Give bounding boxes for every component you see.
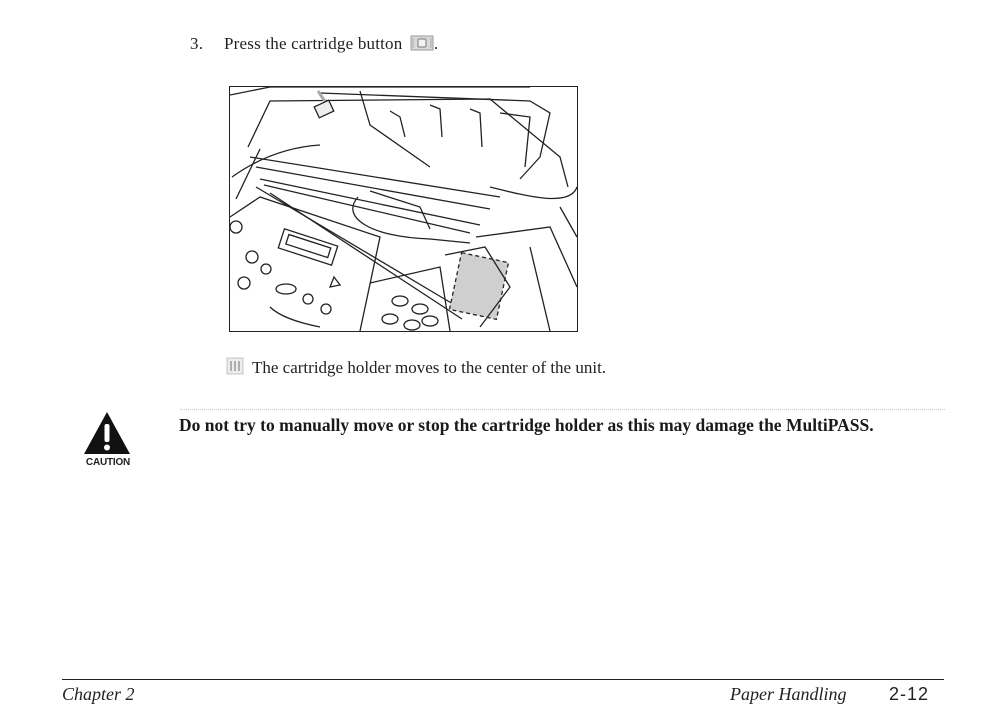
cartridge-button-icon <box>410 35 434 51</box>
step-3 <box>190 34 438 54</box>
caution-label: CAUTION <box>85 457 131 468</box>
caution-text: Do not try to manually move or stop the cartridge holder as this may damage the MultiPASS. <box>179 415 874 435</box>
result-line <box>226 357 606 378</box>
page-number: 2-12 <box>889 684 930 704</box>
footer-section: Paper Handling <box>730 684 847 704</box>
warning-triangle-icon <box>82 410 132 456</box>
step-number: 3. <box>190 34 204 53</box>
step-end: . <box>433 34 439 53</box>
result-arrow-icon <box>226 357 244 375</box>
result-text: The cartridge holder moves to the center of the unit. <box>252 358 607 377</box>
printer-illustration <box>229 86 578 332</box>
footer-chapter: Chapter 2 <box>62 684 135 704</box>
separator <box>180 409 945 410</box>
step-text: Press the cartridge button <box>224 34 403 53</box>
footer-rule <box>62 679 944 680</box>
